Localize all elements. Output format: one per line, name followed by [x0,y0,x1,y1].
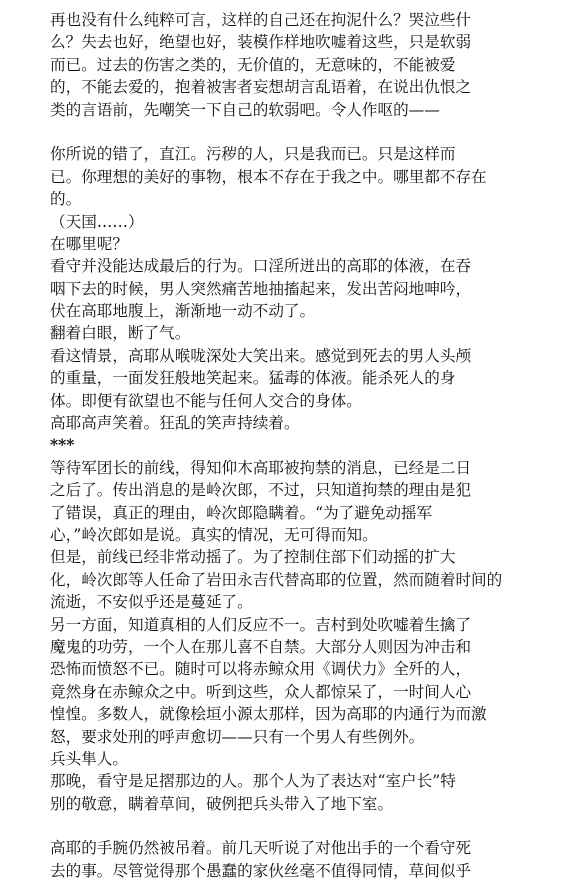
text-line: 等待军团长的前线，得知仰木高耶被拘禁的消息，已经是二日 [50,458,472,477]
text-line: 的，不能去爱的，抱着被害者妄想胡言乱语着，在说出仇恨之 [50,78,472,97]
paragraph [50,255,555,322]
text-line: 的。 [50,190,82,209]
text-line: 而已。过去的伤害之类的，无价值的，无意味的，不能被爱 [50,55,456,74]
paragraph [50,211,555,233]
text-line: 类的言语前，先嘲笑一下自己的软弱吧。令人作呕的—— [50,100,440,119]
text-line: 看这情景，高耶从喉咙深处大笑出来。感觉到死去的男人头颅 [50,346,472,365]
paragraph [50,614,555,748]
text-line: 之后了。传出消息的是岭次郎，不过，只知道拘禁的理由是犯 [50,481,472,500]
text-line: 别的敬意，瞒着草间，破例把兵头带入了地下室。 [50,794,394,813]
text-line: 那晚，看守是足摺那边的人。那个人为了表达对“室户长”特 [50,772,456,791]
text-line: 体。即便有欲望也不能与任何人交合的身体。 [50,391,362,410]
paragraph [50,345,555,412]
text-line: 看守并没能达成最后的行为。口淫所迸出的高耶的体液，在吞 [50,257,472,276]
text-line: 在哪里呢？ [50,234,128,253]
text-line: 心，”岭次郎如是说。真实的情况，无可得而知。 [50,525,378,544]
text-line: （天国……） [50,212,144,231]
paragraph [50,9,555,121]
paragraph [50,233,555,255]
text-line: 已。你理想的美好的事物，根本不存在于我之中。哪里都不存在 [50,167,487,186]
paragraph [50,412,555,434]
text-line: 高耶高声笑着。狂乱的笑声持续着。 [50,414,300,433]
text-line: 另一方面，知道真相的人们反应不一。吉村到处吹嘘着生擒了 [50,615,472,634]
text-line: 么？失去也好，绝望也好，装模作样地吹嘘着这些，只是软弱 [50,33,472,52]
text-line: 你所说的错了，直江。污秽的人，只是我而已。只是这样而 [50,145,456,164]
text-line: 流逝，不安似乎还是蔓延了。 [50,593,253,612]
text-line: 再也没有什么纯粹可言，这样的自己还在拘泥什么？哭泣些什 [50,11,472,29]
text-line: 高耶的手腕仍然被吊着。前几天听说了对他出手的一个看守死 [50,839,472,858]
text-line: 化，岭次郎等人任命了岩田永吉代替高耶的位置，然而随着时间的 [50,570,503,589]
paragraph-gap [50,815,555,837]
paragraph [50,770,555,815]
text-line: 魔鬼的功劳，一个人在那儿喜不自禁。大部分人则因为冲击和 [50,637,472,656]
text-line: 了错误，真正的理由，岭次郎隐瞒着。“为了避免动摇军 [50,503,433,522]
text-line: 去的事。尽管觉得那个愚蠢的家伙丝毫不值得同情，草间似乎 [50,861,472,880]
text-line: 恐怖而愤怒不已。随时可以将赤鲸众用《调伏力》全歼的人， [50,660,472,679]
text-line: 但是，前线已经非常动摇了。为了控制住部下们动摇的扩大 [50,548,456,567]
paragraph-gap [50,121,555,143]
paragraph [50,322,555,344]
text-line: *** [50,435,75,455]
text-line: 伏在高耶地腹上，渐渐地一动不动了。 [50,302,316,321]
text-line: 怒，要求处刑的呼声愈切——只有一个男人有些例外。 [50,727,425,746]
text-line: 的重量，一面发狂般地笑起来。猛毒的体液。能杀死人的身 [50,369,456,388]
paragraph [50,457,555,547]
paragraph [50,748,555,770]
text-line: 惶惶。多数人，就像桧垣小源太那样，因为高耶的内通行为而激 [50,705,487,724]
text-line: 咽下去的时候，男人突然痛苦地抽搐起来，发出苦闷地呻吟， [50,279,472,298]
section-separator [50,434,555,456]
text-line: 兵头隼人。 [50,749,128,768]
paragraph [50,546,555,613]
text-line: 竟然身在赤鲸众之中。听到这些，众人都惊呆了，一时间人心 [50,682,472,701]
text-line: 翻着白眼，断了气。 [50,324,191,343]
paragraph [50,837,555,882]
paragraph [50,143,555,210]
